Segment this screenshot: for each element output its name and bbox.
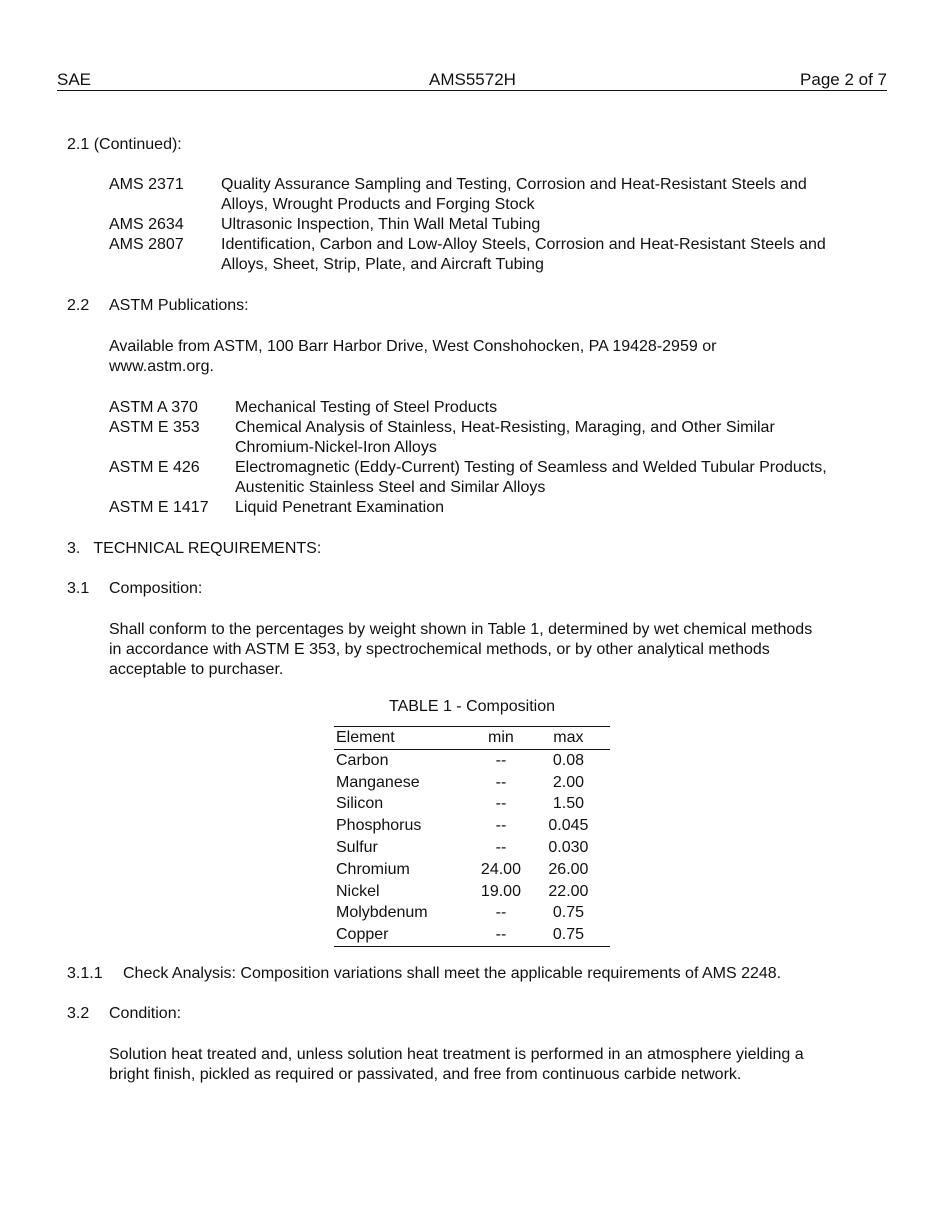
element-name: Sulfur [336,838,378,856]
section-2-2-number: 2.2 [67,297,90,314]
min-value: -- [495,773,507,791]
table-row [334,859,610,881]
section-3-1-number: 3.1 [67,580,90,597]
reference-item-cont [109,478,889,498]
paragraph-line: Solution heat treated and, unless solution heat treatment is performed in an atmosphere yielding a [109,1046,804,1063]
table-row [334,749,610,771]
element-name: Nickel [336,882,380,900]
condition-paragraph [109,1045,899,1085]
reference-title: Ultrasonic Inspection, Thin Wall Metal Tubing [221,216,541,233]
element-name: Molybdenum [336,904,428,922]
reference-code: AMS 2371 [109,176,184,193]
section-2-1-heading: 2.1 (Continued): [67,136,182,153]
reference-title: Electromagnetic (Eddy-Current) Testing of Seamless and Welded Tubular Products, [235,459,827,476]
reference-title: Alloys, Sheet, Strip, Plate, and Aircraft Tubing [221,256,544,273]
reference-title: Chemical Analysis of Stainless, Heat-Resisting, Maraging, and Other Similar [235,419,775,436]
element-name: Manganese [336,773,420,791]
reference-code: ASTM E 1417 [109,499,209,516]
element-name: Carbon [336,751,389,769]
composition-paragraph [109,620,899,680]
min-value: 24.00 [480,860,521,878]
reference-title: Liquid Penetrant Examination [235,499,445,516]
max-value: 0.75 [552,904,584,922]
element-name: Copper [334,924,475,946]
reference-item [109,398,889,418]
section-3-2-heading: Condition: [109,1005,182,1022]
max-value: 26.00 [548,860,589,878]
element-name: Phosphorus [336,817,422,835]
reference-code: AMS 2807 [109,236,184,253]
note-line: Available from ASTM, 100 Barr Harbor Drive, West Conshohocken, PA 19428-2959 or [109,338,717,355]
check-analysis-text: Check Analysis: Composition variations shall meet the applicable requirements of AMS 2248. [123,965,782,982]
paragraph-line: bright finish, pickled as required or passivated, and free from continuous carbide network. [109,1066,742,1083]
section-3-heading: 3. TECHNICAL REQUIREMENTS: [67,540,322,557]
min-value: -- [495,904,507,922]
reference-title: Mechanical Testing of Steel Products [235,399,498,416]
min-value: -- [495,751,507,769]
table-row [334,924,610,946]
max-value: 0.030 [548,838,589,856]
table-header-row [334,727,610,750]
section-2-2-heading: ASTM Publications: [109,297,249,314]
table-row [334,902,610,924]
min-value: -- [475,924,527,946]
reference-item-cont [109,195,889,215]
min-value: -- [495,795,507,813]
table-row [334,815,610,837]
max-value: 0.08 [552,751,584,769]
max-value: 2.00 [552,773,584,791]
reference-item-cont [109,255,889,275]
ams-reference-list [109,175,889,275]
astm-availability-note [109,337,889,377]
table-row [334,881,610,903]
reference-item [109,235,889,255]
header-page-number: Page 2 of 7 [800,70,887,89]
paragraph-line: in accordance with ASTM E 353, by spectrochemical methods, or by other analytical methods [109,641,770,658]
section-3-1-heading: Composition: [109,580,203,597]
max-value: 0.75 [527,924,610,946]
composition-table [334,726,610,947]
max-value: 22.00 [548,882,589,900]
table-row [334,793,610,815]
min-value: -- [495,838,507,856]
header-org: SAE [57,70,92,89]
page-header [57,69,887,91]
section-3-2-number: 3.2 [67,1005,90,1022]
paragraph-line: Shall conform to the percentages by weight shown in Table 1, determined by wet chemical methods [109,621,813,638]
reference-item [109,418,889,438]
max-value: 1.50 [552,795,584,813]
column-header-min: min [475,727,527,750]
reference-title: Alloys, Wrought Products and Forging Stock [221,196,535,213]
reference-code: AMS 2634 [109,216,184,233]
reference-item [109,458,889,478]
column-header-element: Element [334,727,475,750]
table-row [334,837,610,859]
reference-title: Austenitic Stainless Steel and Similar Alloys [235,479,546,496]
reference-title: Identification, Carbon and Low-Alloy Steels, Corrosion and Heat-Resistant Steels and [221,236,826,253]
table-title: TABLE 1 - Composition [389,698,555,715]
max-value: 0.045 [548,817,589,835]
paragraph-line: acceptable to purchaser. [109,661,284,678]
element-name: Chromium [336,860,410,878]
section-3-1-1-number: 3.1.1 [67,965,103,982]
reference-code: ASTM A 370 [109,399,198,416]
min-value: -- [495,817,507,835]
reference-item-cont [109,438,889,458]
reference-item [109,498,889,518]
reference-title: Quality Assurance Sampling and Testing, Corrosion and Heat-Resistant Steels and [221,176,807,193]
column-header-max: max [527,727,610,750]
reference-item [109,215,889,235]
reference-code: ASTM E 353 [109,419,200,436]
min-value: 19.00 [480,882,521,900]
note-line: www.astm.org. [109,358,214,375]
reference-item [109,175,889,195]
header-doc-id: AMS5572H [429,70,516,89]
astm-reference-list [109,398,889,518]
reference-title: Chromium-Nickel-Iron Alloys [235,439,437,456]
table-row [334,772,610,794]
element-name: Silicon [336,795,384,813]
reference-code: ASTM E 426 [109,459,200,476]
